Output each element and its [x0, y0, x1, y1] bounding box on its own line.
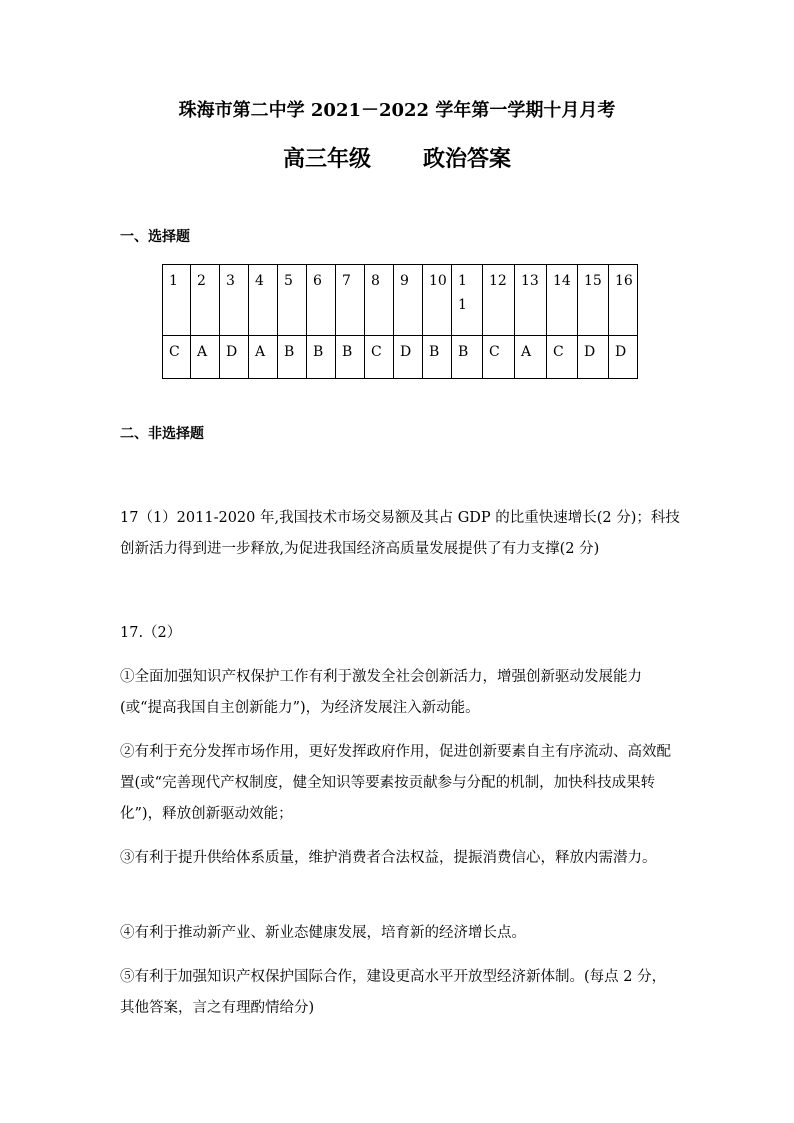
- question-number-cell: 1: [163, 265, 191, 336]
- answer-point-4: ④有利于推动新产业、新业态健康发展，培育新的经济增长点。: [120, 925, 526, 941]
- exam-title: 珠海市第二中学 2021－2022 学年第一学期十月月考: [178, 100, 616, 121]
- answer-cell: A: [191, 336, 220, 379]
- question-number-cell: 11: [452, 265, 483, 336]
- answer-point-2: ②有利于充分发挥市场作用，更好发挥政府作用，促进创新要素自主有序流动、高效配置(或“完善现代产权制度，健全知识等要素按贡献参与分配的机制，加快科技成果转化”)，释放创新驱动效能；: [120, 744, 671, 822]
- answer-cell: D: [578, 336, 609, 379]
- question-number-cell: 9: [394, 265, 423, 336]
- question-number-cell: 16: [609, 265, 638, 336]
- question-number-cell: 6: [307, 265, 336, 336]
- exam-subtitle: [0, 142, 794, 173]
- answer-table: [162, 264, 638, 379]
- question-number-cell: 14: [547, 265, 578, 336]
- question-number-cell: 15: [578, 265, 609, 336]
- answer-cell: C: [163, 336, 191, 379]
- answer-cell: C: [547, 336, 578, 379]
- question-number-cell: 12: [483, 265, 515, 336]
- answer-cell: B: [278, 336, 307, 379]
- subject-label: 政治答案: [423, 146, 512, 172]
- answer-cell: A: [249, 336, 278, 379]
- answer-point-1: ①全面加强知识产权保护工作有利于激发全社会创新活力，增强创新驱动发展能力(或“提高我国自主创新能力”)，为经济发展注入新动能。: [120, 669, 642, 716]
- grade-label: 高三年级: [282, 146, 371, 172]
- answer-cell: B: [336, 336, 365, 379]
- answer-17-1: 17（1）2011-2020 年,我国技术市场交易额及其占 GDP 的比重快速增长(2 分)；科技创新活力得到进一步释放,为促进我国经济高质量发展提供了有力支撑(2 分): [120, 510, 680, 557]
- question-number-cell: 3: [220, 265, 249, 336]
- answer-cell: B: [307, 336, 336, 379]
- answer-cell: D: [609, 336, 638, 379]
- answer-cell: B: [423, 336, 452, 379]
- question-number-cell: 4: [249, 265, 278, 336]
- question-number-cell: 2: [191, 265, 220, 336]
- question-number-cell: 13: [515, 265, 547, 336]
- answer-cell: D: [394, 336, 423, 379]
- answer-point-3: ③有利于提升供给体系质量，维护消费者合法权益，提振消费信心，释放内需潜力。: [120, 850, 657, 866]
- question-number-cell: 7: [336, 265, 365, 336]
- answer-cell: C: [365, 336, 394, 379]
- question-number-cell: 5: [278, 265, 307, 336]
- question-number-row: [163, 265, 638, 336]
- answer-point-5: ⑤有利于加强知识产权保护国际合作，建设更高水平开放型经济新体制。(每点 2 分，其他答案，言之有理酌情给分): [120, 969, 667, 1016]
- question-number-cell: 8: [365, 265, 394, 336]
- section-heading-nonchoice: 二、非选择题: [120, 426, 204, 442]
- question-number-cell: 10: [423, 265, 452, 336]
- section-heading-choice: 一、选择题: [120, 229, 190, 245]
- answer-row: [163, 336, 638, 379]
- answer-cell: B: [452, 336, 483, 379]
- answer-cell: C: [483, 336, 515, 379]
- answer-17-2-label: 17.（2）: [120, 625, 182, 641]
- answer-cell: A: [515, 336, 547, 379]
- answer-cell: D: [220, 336, 249, 379]
